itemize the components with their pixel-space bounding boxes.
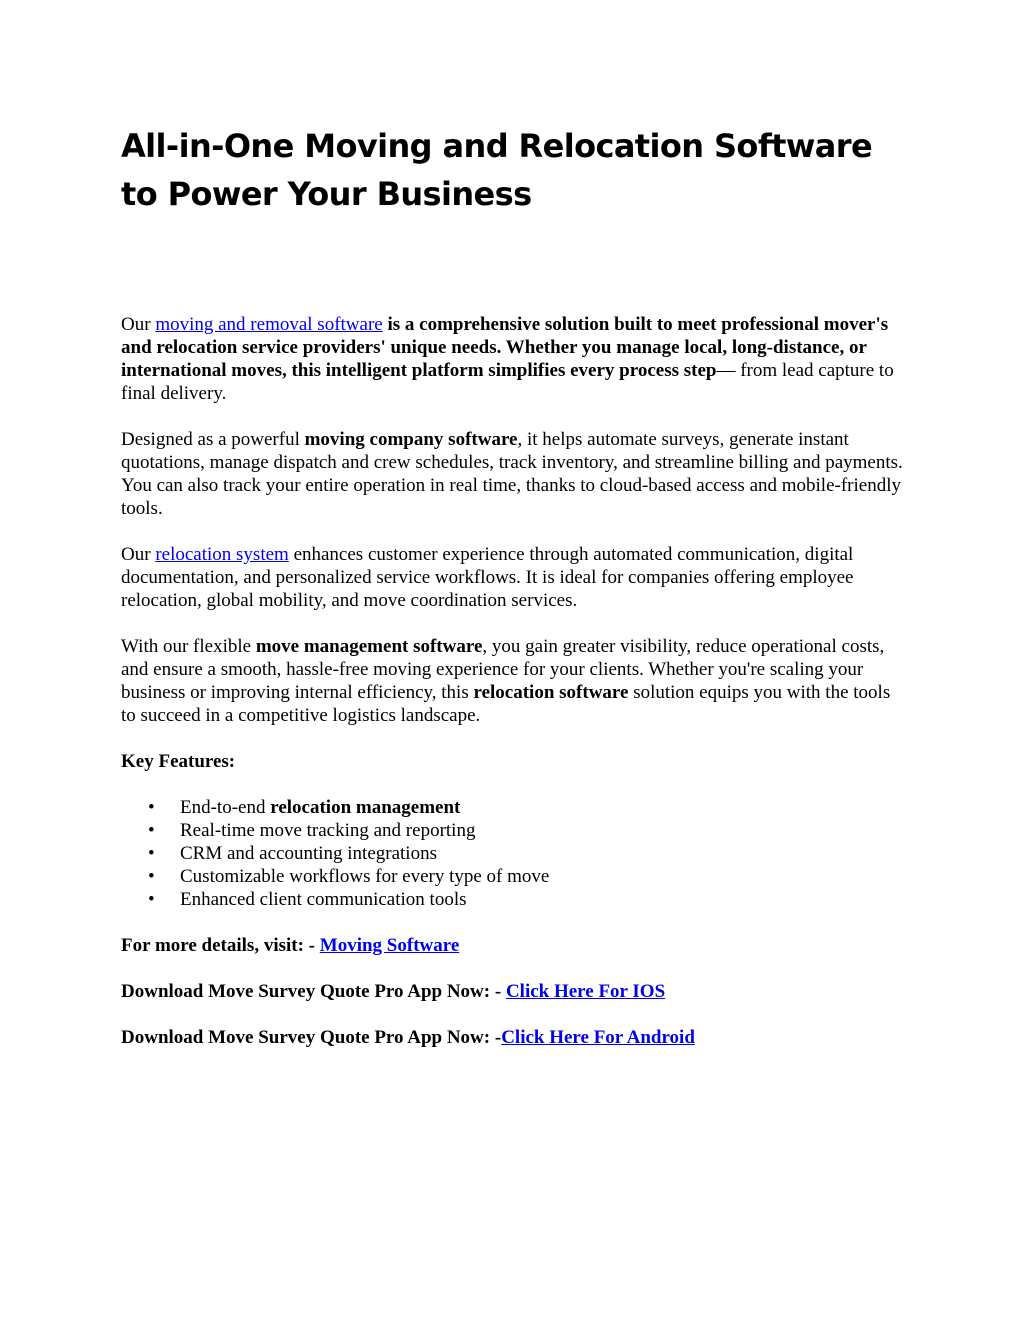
list-item (180, 796, 906, 819)
moving-removal-software-link[interactable]: moving and removal software (155, 314, 383, 335)
feature-bold: relocation management (270, 797, 461, 818)
page-title: All-in-One Moving and Relocation Software to Power Your Business (121, 127, 873, 213)
moving-software-link[interactable]: Moving Software (319, 935, 460, 956)
feature-text: End-to-end (180, 797, 271, 818)
intro-bold-text: is a comprehensive solution built to meet professional mover's and relocation service providers' unique needs. Whether you manage local, long-distance, or international moves, this intelligent platform simplifies every process step (121, 314, 889, 381)
key-features-heading-text: Key Features: (121, 751, 236, 772)
list-item (180, 819, 906, 842)
list-item (180, 865, 906, 888)
para2-post: , it helps automate surveys, generate instant quotations, manage dispatch and crew schedules, track inventory, and streamline billing and payments. You can also track your entire operation in real time, thanks to cloud-based access and mobile-friendly tools. (121, 429, 903, 519)
intro-our: Our (121, 314, 151, 335)
intro-paragraph (121, 313, 906, 405)
android-download-line (121, 1026, 906, 1049)
feature-text: Real-time move tracking and reporting (180, 820, 476, 841)
para4-pre: With our flexible (121, 636, 256, 657)
android-download-link[interactable]: Click Here For Android (501, 1027, 695, 1048)
intro-rest: — from lead capture to final delivery. (121, 360, 894, 404)
feature-text: CRM and accounting integrations (180, 843, 437, 864)
document-page (121, 122, 906, 1049)
details-label: For more details, visit: - (121, 935, 320, 956)
details-line (121, 934, 906, 957)
key-features-heading (121, 750, 906, 773)
relocation-system-paragraph (121, 543, 906, 612)
company-software-paragraph (121, 428, 906, 520)
para2-pre: Designed as a powerful (121, 429, 305, 450)
features-list (121, 796, 906, 911)
ios-download-line (121, 980, 906, 1003)
ios-label: Download Move Survey Quote Pro App Now: - (121, 981, 506, 1002)
move-management-paragraph (121, 635, 906, 727)
feature-text: Customizable workflows for every type of move (180, 866, 550, 887)
para4-bold2: relocation software (473, 682, 629, 703)
relocation-system-link[interactable]: relocation system (155, 544, 289, 565)
para3-pre: Our (121, 544, 156, 565)
para4-mid: , you gain greater visibility, reduce operational costs, and ensure a smooth, hassle-free moving experience for your clients. Whether you're scaling your business or improving internal efficiency, this (121, 636, 885, 703)
android-label: Download Move Survey Quote Pro App Now: - (121, 1027, 502, 1048)
list-item (180, 888, 906, 911)
para4-bold1: move management software (255, 636, 483, 657)
ios-download-link[interactable]: Click Here For IOS (505, 981, 666, 1002)
feature-text: Enhanced client communication tools (180, 889, 467, 910)
para2-bold: moving company software (304, 429, 518, 450)
para3-post: enhances customer experience through automated communication, digital documentation, and personalized service workflows. It is ideal for companies offering employee relocation, global mobility, and move coordination services. (121, 544, 854, 611)
list-item (180, 842, 906, 865)
para4-post: solution equips you with the tools to succeed in a competitive logistics landscape. (121, 682, 891, 726)
